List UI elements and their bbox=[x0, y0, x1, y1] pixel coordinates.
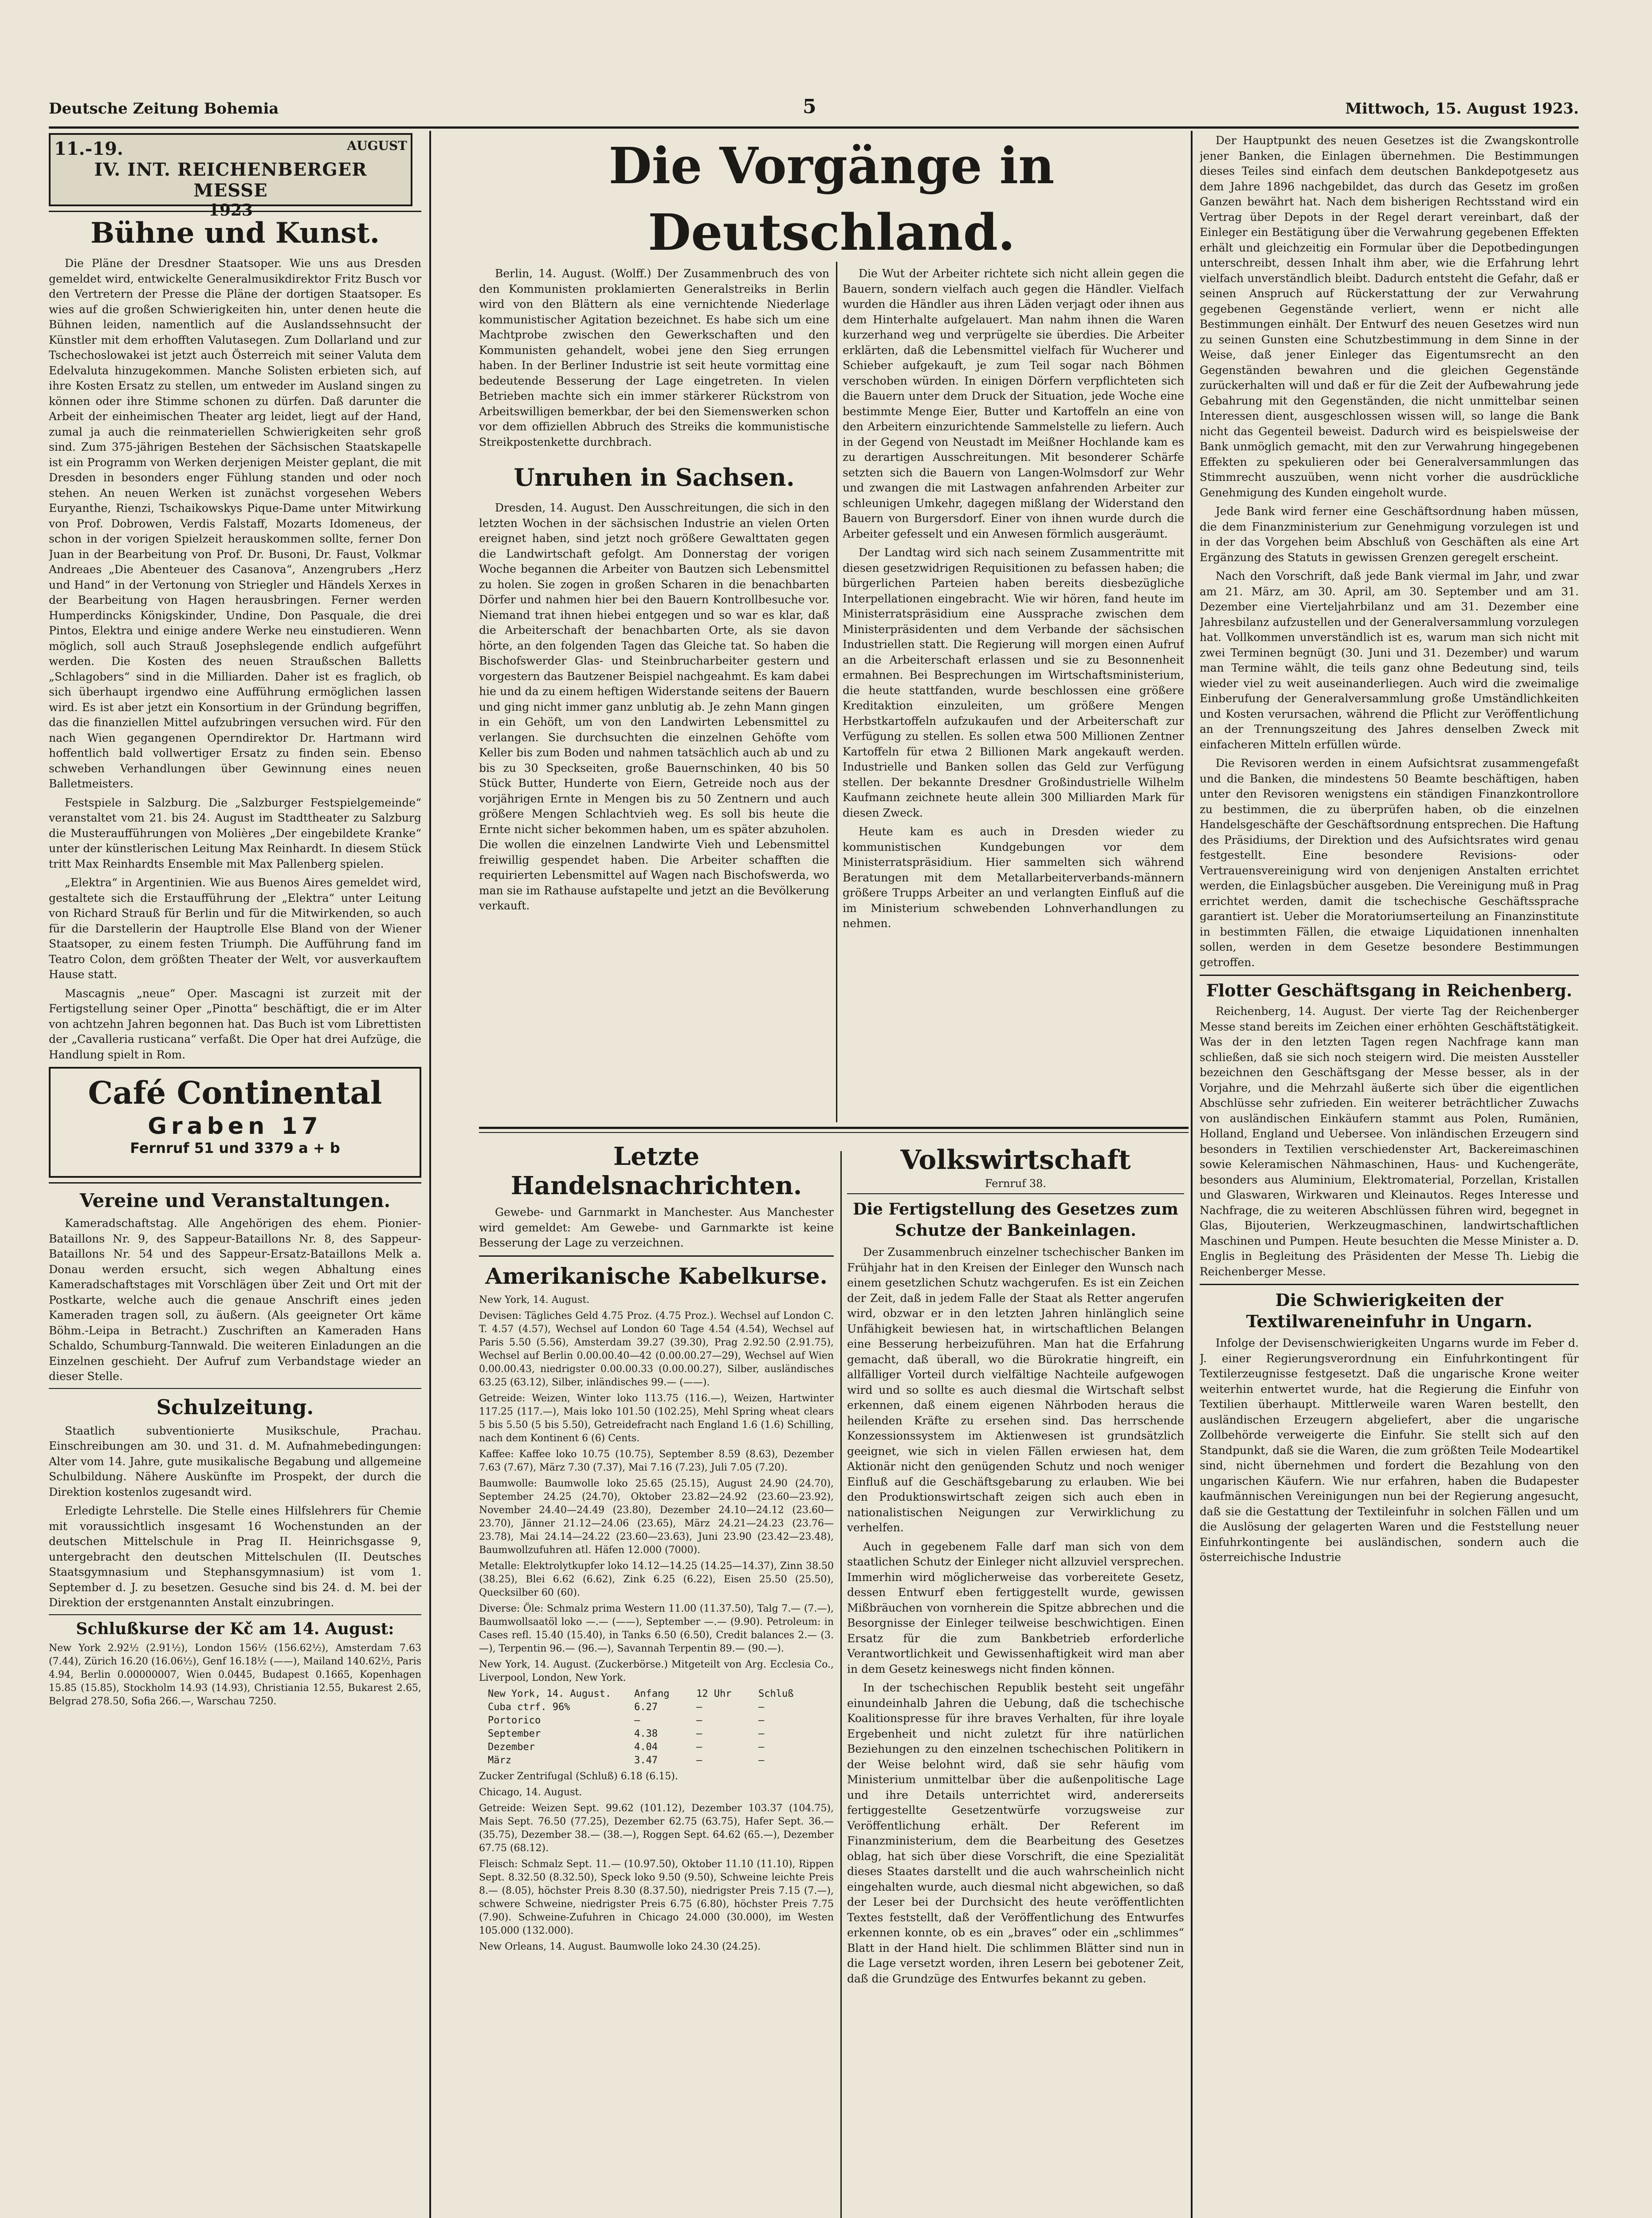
fair-dates: 11.-19. bbox=[54, 138, 123, 159]
table-cell: — bbox=[696, 1754, 702, 1766]
table-row bbox=[488, 1701, 834, 1714]
article-paragraph: Auch in gegebenem Falle darf man sich von dem staatlichen Schutz der Einleger nicht allzuviel versprechen. Immerhin wird möglicherweise das vorbereitete Gesetz, dessen Entwurf eben fertiggestellt wurde, gewissen Mißbräuchen von vornherein die Spitze abbrechen und die Besorgnisse der Einleger teilweise beschwichtigen. Einen Ersatz für die zum Bankbetrieb erforderliche Verantwortlichkeit und Gewissenhaftigkeit wird man aber in dem Gesetz keineswegs nicht finden können. bbox=[847, 1540, 1184, 1675]
header-rule bbox=[49, 126, 1579, 129]
table-cell: — bbox=[758, 1701, 765, 1713]
divider bbox=[49, 1614, 421, 1615]
divider bbox=[49, 1182, 421, 1184]
column-rule bbox=[1191, 131, 1193, 2218]
table-cell: 4.38 bbox=[634, 1728, 658, 1739]
economy-phone: Fernruf 38. bbox=[985, 1177, 1047, 1190]
article-paragraph: Der Hauptpunkt des neuen Gesetzes ist die Zwangskontrolle jener Banken, die Einlagen übernehmen. Die Bestimmungen dieses Teiles sind einfach dem deutschen Bankdepotgesetz aus dem Jahre 1896 nachgebildet, das durch das Gesetz im großen Ganzen bewährt hat. Nach dem bisherigen Rechtsstand wird ein Vertrag über Depots in der Regel derart vereinbart, daß der Einleger ein Bestätigung über die Verwahrung gegebenen Effekten erhält und gleichzeitig ein Formular über die Depotbedingungen unterschreibt, dessen Inhalt ihm aber, wie die Erfahrung lehrt vielfach unverständlich bleibt. Dadurch entsteht die Gefahr, daß er seinen Anspruch auf Rückerstattung der zur Verwahrung gegebenen Gegenstände verliert, wenn er nicht alle Bestimmungen einhält. Der Entwurf des neuen Gesetzes wird nun zu seinen Gunsten eine Schutzbestimmung in dem Sinne in der Weise, daß jener Einleger das Eigentumsrecht an den Gegenständen bewahren und die gleichen Gegenstände zurückerhalten will und daß er für die Zeit der Aufbewahrung jede Gebahrung mit den Gegenständen, die nicht unmittelbar seinen Interessen dient, ausgeschlossen wissen will, so lange die Bank nicht das Gegenteil beweist. Dadurch wird es beispielsweise der Bank unmöglich gemacht, mit den zur Verwahrung hingegebenen Effekten zu spekulieren oder bei Generalversammlungen das Stimmrecht auszuüben, wenn nicht vorher die ausdrückliche Genehmigung des Kunden eingeholt wurde. bbox=[1200, 134, 1579, 499]
exchange-rates-title: Schlußkurse der Kč am 14. August: bbox=[76, 1619, 394, 1638]
table-row bbox=[488, 1727, 834, 1741]
article-paragraph: Staatlich subventionierte Musikschule, Prachau. Einschreibungen am 30. und 31. d. M. Aufnahmebedingungen: Alter vom 14. Jahre, gute musikalische Begabung und allgemeine Schulbildung. Nähere Auskünfte im Prospekt, der durch die Direktion kostenlos zugesandt wird. bbox=[49, 1424, 421, 1498]
article-paragraph: Reichenberg, 14. August. Der vierte Tag der Reichenberger Messe stand bereits im Zeichen einer erhöhten Geschäftstätigkeit. Was der in den letzten Tagen regen Nachfrage kann man schließen, daß sie sich noch steigern wird. Die meisten Aussteller bezeichnen den Geschäftsgang der Messe besser, als in der Vorjahre, und die Mehrzahl äußerte sich über die eigentlichen Abschlüsse sehr zufrieden. Ein weiterer beträchtlicher Zuwachs von ausländischen Einkäufern stammt aus Polen, Rumänien, Holland, England und Uebersee. Von inländischen Erzeugern sind besonders in Textilien verschiedenster Art, Backereimaschinen sowie Keleramischen Nähmaschinen, Haus- und Kuchengeräte, besonders aus Aluminium, Elektromaterial, Porzellan, Kristallen und Glaswaren, Wirkwaren und Kleinautos. Reges Interesse und Nachfrage, die zu weiteren Abschlüssen führen wird, begegnet in Glas, Bijouterien, Werkzeugmaschinen, landwirtschaftlichen Maschinen und Pumpen. Heute besuchten die Messe Minister a. D. Englis in Begleitung des Präsidenten der Messe Th. Liebig die Reichenberger Messe. bbox=[1200, 1005, 1579, 1278]
subheadline-saxony: Unruhen in Sachsen. bbox=[514, 463, 795, 492]
exchange-rates-text: New York 2.92½ (2.91½), London 156½ (156.62½), Amsterdam 7.63 (7.44), Zürich 16.20 (16.06½), Genf 16.18½ (——), Mailand 140.62½, Paris 4.94, Berlin 0.00000007, Wien 0.0445, Budapest 0.1665, Kopenhagen 15.85 (15.85), Stockholm 14.93 (14.93), Christiania 12.55, Bukarest 2.65, Belgrad 278.50, Sofia 266.—, Warschau 7250. bbox=[49, 1642, 421, 1707]
divider bbox=[1200, 1284, 1579, 1285]
market-paragraph: Metalle: Elektrolytkupfer loko 14.12—14.25 (14.25—14.37), Zinn 38.50 (38.25), Blei 6.62 (6.62), Zink 6.25 (6.22), Eisen 25.50 (25.50), Quecksilber 60 (60). bbox=[479, 1560, 834, 1598]
table-cell: — bbox=[634, 1715, 640, 1726]
table-header-row bbox=[488, 1687, 834, 1701]
sugar-price-table bbox=[488, 1687, 834, 1767]
section-title-market: Letzte Handelsnachrichten. bbox=[510, 1142, 802, 1200]
table-cell: 3.47 bbox=[634, 1754, 658, 1766]
market-paragraph: New York, 14. August. (Zuckerbörse.) Mitgeteilt von Arg. Ecclesia Co., Liverpool, London, New York. bbox=[479, 1659, 834, 1683]
market-paragraph: New York, 14. August. bbox=[479, 1294, 590, 1306]
article-paragraph: Berlin, 14. August. (Wolff.) Der Zusammenbruch des von den Kommunisten proklamierten Generalstreiks in Berlin wird von den Blättern als eine vernichtende Niederlage kommunistischer Agitation bezeichnet. Es habe sich um eine Machtprobe zwischen den Gewerkschaften und den Kommunisten gehandelt, wobei jene den Sieg errungen haben. In der Berliner Industrie ist seit heute vormittag eine bedeutende Besserung der Lage eingetreten. In vielen Betrieben machte sich ein immer stärkerer Rückstrom von Arbeitswilligen bemerkbar, der bei den Siemenswerken schon vor dem offiziellen Abbruch des Streiks die kommunistische Streikpostenkette durchbrach. bbox=[479, 267, 829, 448]
table-cell: 6.27 bbox=[634, 1701, 658, 1713]
page-number: 5 bbox=[803, 95, 816, 118]
table-cell: — bbox=[758, 1728, 765, 1739]
article-paragraph: Die Wut der Arbeiter richtete sich nicht allein gegen die Bauern, sondern vielfach auch gegen die Händler. Vielfach wurden die Händler aus ihren Läden verjagt oder ihnen aus dem Hinterhalte aufgelauert. Man nahm ihnen die Waren kurzerhand weg und verprügelte sie überdies. Die Arbeiter erklärten, daß die Lebensmittel vielfach für Wucherer und Schieber aufgekauft, je zum Teil sogar nach Böhmen verschoben würden. In einigen Dörfern verpflichteten sich die Bauern unter dem Druck der Situation, jede Woche eine bestimmte Menge Eier, Butter und Kartoffeln an eine von den Arbeitern einzurichtende Sammelstelle zu liefern. Auch in der Gegend von Neustadt im Meißner Hochlande kam es zu derartigen Ausschreitungen. Mit besonderer Schärfe setzten sich die Bauern von Langen-Wolmsdorf zur Wehr und zwangen die mit Lastwagen anfahrenden Arbeiter zur schleunigen Umkehr, dagegen mißlang der Widerstand den Bauern von Burgersdorf. Einer von ihnen wurde durch die Arbeiter gefesselt und ein Anwesen förmlich ausgeräumt. bbox=[843, 267, 1184, 540]
divider bbox=[49, 1388, 421, 1389]
article-paragraph: Gewebe- und Garnmarkt in Manchester. Aus Manchester wird gemeldet: Am Gewebe- und Garnmarkte ist keine Besserung der Lage zu verzeichnen. bbox=[479, 1206, 834, 1249]
article-paragraph: Der Zusammenbruch einzelner tschechischer Banken im Frühjahr hat in den Kreisen der Einleger den Wunsch nach einem gesetzlichen Schutz wachgerufen. Es ist ein Zeichen der Zeit, daß in jedem Falle der Staat als Retter angerufen wird, obzwar er in den letzten Jahren hinlänglich seine Unfähigkeit bewiesen hat, in wirtschaftlichen Belangen eine Besserung herbeizuführen. Man hat die Erfahrung gemacht, daß überall, wo die Bürokratie hingreift, ein allfälliger Vorteil durch vielfältige Nachteile aufgewogen wird und so sollte es auch diesmal die Wirtschaft selbst erkennen, daß einem eigenen Nährboden heraus die heilenden Kräfte zu ersehen sind. Das herrschende Konzessionssystem im Aktienwesen ist grundsätzlich geeignet, wie sich in vielen Fällen erwiesen hat, dem Aktionär nicht den genügenden Schutz und noch weniger Einfluß auf die Geschäftsgebarung zu erlauben. Wie bei den Produktionswirtschaft zeigen sich auch eben in nationalistischen Neigungen zur Verwirklichung zu verhelfen. bbox=[847, 1246, 1184, 1534]
article-paragraph: Kameradschaftstag. Alle Angehörigen des ehem. Pionier-Bataillons Nr. 9, des Sappeur-Bataillons Nr. 8, des Sappeur-Bataillons Nr. 54 und des Sappeur-Ersatz-Bataillons Melk a. Donau werden ersucht, sich wegen Abhaltung eines Kameradschaftstages mit Vorschlägen über Zeit und Ort mit der Postkarte, welche auch die genaue Anschrift eines jeden Kameraden tragen soll, zu äußern. (Als geeigneter Ort käme Böhm.-Leipa in Betracht.) Zuschriften an Kameraden Hans Schaldo, Schumburg-Tannwald. Die weiteren Einladungen an die Einzelnen geschieht. Der Aufruf zum Verbandstage wieder an dieser Stelle. bbox=[49, 1217, 421, 1383]
table-cell: Portorico bbox=[488, 1715, 541, 1726]
issue-date: Mittwoch, 15. August 1923. bbox=[1345, 100, 1579, 118]
section-rule bbox=[479, 1132, 1189, 1133]
table-header-cell: Schluß bbox=[758, 1688, 794, 1699]
column-rule bbox=[836, 262, 837, 1122]
divider bbox=[847, 1193, 1184, 1194]
market-paragraph: Devisen: Tägliches Geld 4.75 Proz. (4.75 Proz.). Wechsel auf London C. T. 4.57 (4.57), Wechsel auf London 60 Tage 4.54 (4.54), Wechsel auf Paris 5.50 (5.56), Amsterdam 39.27 (39.30), Prag 2.92.50 (2.91.75), Wechsel auf Berlin 0.00.00.40—42 (0.00.00.27—29), Wechsel auf Wien 0.00.00.43, niedrigster 0.00.00.33 (0.00.00.27), Silber, ausländisches 63.25 (63.12), Silber, inländisches 99.— (——). bbox=[479, 1310, 834, 1388]
cafe-advertisement bbox=[49, 1067, 421, 1178]
table-cell: — bbox=[758, 1715, 765, 1726]
article-paragraph: Festspiele in Salzburg. Die „Salzburger Festspielgemeinde“ veranstaltet vom 21. bis 24. August im Stadttheater zu Salzburg die Musteraufführungen von Molières „Der eingebildete Kranke“ unter der künstlerischen Leitung Max Reinhardt. In diesem Stück tritt Max Reinhardts Ensemble mit Max Pallenberg spielen. bbox=[49, 796, 421, 870]
market-paragraph: Getreide: Weizen Sept. 99.62 (101.12), Dezember 103.37 (104.75), Mais Sept. 76.50 (77.25), Dezember 62.75 (63.75), Hafer Sept. 36.— (35.75), Dezember 38.— (38.—), Roggen Sept. 64.62 (65.—), Dezember 67.75 (68.12). bbox=[479, 1802, 834, 1854]
table-row bbox=[488, 1714, 834, 1727]
economy-subheadline: Die Fertigstellung des Gesetzes zum Schutze der Bankeinlagen. bbox=[853, 1200, 1178, 1240]
article-paragraph: Erledigte Lehrstelle. Die Stelle eines Hilfslehrers für Chemie mit voraussichtlich insgesamt 16 Wochenstunden an der deutschen Mittelschule in Prag II. Heinrichsgasse 9, untergebracht den deutschen Mittelschulen (II. Deutsches Staatsgymnasium und Stephansgymnasium) ist vom 1. September d. J. zu besetzen. Gesuche sind bis 24. d. M. bei der Direktion der erstgenannten Anstalt einzubringen. bbox=[49, 1504, 421, 1609]
column-economy-continued bbox=[1200, 133, 1579, 2218]
table-row bbox=[488, 1741, 834, 1754]
column-germany-left bbox=[479, 266, 829, 1122]
cafe-street: Graben 17 bbox=[148, 1113, 322, 1140]
market-paragraph: Fleisch: Schmalz Sept. 11.— (10.97.50), Oktober 11.10 (11.10), Rippen Sept. 8.32.50 (8.32.50), Speck loko 9.50 (9.50), Schweine leichte Preis 8.— (8.05), höchster Preis 8.30 (8.37.50), niedrigster Preis 7.15 (7.—), schwere Schweine, niedrigster Preis 6.75 (6.80), höchster Preis 7.75 (7.90). Schweine-Zufuhren in Chicago 24.000 (30.000), im Westen 105.000 (132.000). bbox=[479, 1858, 834, 1936]
fair-name: IV. INT. REICHENBERGER MESSE bbox=[94, 159, 367, 201]
article-paragraph: Der Landtag wird sich nach seinem Zusammentritte mit diesen gesetzwidrigen Requisitionen zu befassen haben; die bürgerlichen Parteien haben bereits diesbezügliche Interpellationen eingebracht. Wie wir hören, fand heute im Ministerratspräsidium eine Aussprache zwischen dem Ministerpräsidenten und dem Verbande der sächsischen Industriellen statt. Die Regierung will morgen einen Aufruf an die Arbeiterschaft erlassen und sie zu Besonnenheit ermahnen. Bei Besprechungen im Wirtschaftsministerium, die heute stattfanden, wurde beschlossen eine größere Kreditaktion einzuleiten, um größere Mengen Herbstkartoffeln aufzukaufen und der Arbeiterschaft zur Verfügung zu stellen. Es sollen etwa 500 Millionen Zentner Kartoffeln für etwa 2 Billionen Mark angekauft werden. Industrielle und Banken sollen das Geld zur Verfügung stellen. Der bekannte Dresdner Großindustrielle Wilhelm Kaufmann zeichnete heute allein 300 Milliarden Mark für diesen Zweck. bbox=[843, 546, 1184, 819]
table-header-cell: 12 Uhr bbox=[696, 1688, 732, 1699]
table-cell: — bbox=[758, 1741, 765, 1753]
section-title-cable-rates: Amerikanische Kabelkurse. bbox=[485, 1262, 828, 1289]
article-paragraph: Nach den Vorschrift, daß jede Bank viermal im Jahr, und zwar am 21. März, am 30. April, am 30. September und am 31. Dezember eine Vierteljahrbilanz und am 31. Dezember eine Jahresbilanz aufzustellen und der Generalversammlung vorzulegen hat. Vollkommen unverständlich ist es, warum man sich nicht mit zwei Terminen begnügt (30. Juni und 31. Dezember) und warum man Termine wählt, die teils ganz ohne Bedeutung sind, teils wieder viel zu weit auseinanderliegen. Auch wird die zweimalige Einberufung der Generalversammlung große Umständlichkeiten und Kosten verursachen, während die Pflicht zur Veröffentlichung an der Trennungszeitung des Jahres denselben Zweck mit einfacheren Mitteln erfüllen würde. bbox=[1200, 570, 1579, 751]
column-market-news bbox=[479, 1136, 834, 2218]
page-header bbox=[49, 95, 1579, 126]
divider bbox=[1200, 975, 1579, 976]
section-title-culture: Bühne und Kunst. bbox=[90, 216, 380, 250]
market-paragraph: Baumwolle: Baumwolle loko 25.65 (25.15), August 24.90 (24.70), September 24.25 (24.70), Oktober 23.82—24.92 (23.60—23.92), November 24.40—24.49 (23.80), Dezember 24.10—24.12 (23.60—23.70), Jänner 21.12—24.06 (23.65), März 24.21—24.23 (23.76—23.78), Mai 24.14—24.22 (23.60—23.63), Juni 23.90 (23.42—23.48), Baumwollzufuhren atl. Häfen 12.000 (7000). bbox=[479, 1478, 834, 1556]
subheadline-reichenberg: Flotter Geschäftsgang in Reichenberg. bbox=[1206, 980, 1573, 1000]
fair-month: AUGUST bbox=[347, 138, 407, 153]
main-headline-area bbox=[479, 133, 1184, 262]
table-cell: März bbox=[488, 1754, 511, 1766]
section-title-associations: Vereine und Veranstaltungen. bbox=[79, 1190, 391, 1211]
article-paragraph: Die Revisoren werden in einem Aufsichtsrat zusammengefaßt und die Banken, die mindestens 50 Beamte beschäftigen, haben unter den Revisoren wenigstens ein ständigen Finanzkontrollore zu bestimmen, die zu überprüfen haben, ob die einzelnen Handelsgeschäfte der Geschäftsordnung entsprechen. Die Haftung des Präsidiums, der Direktion und des Aufsichtsrates wird genau festgestellt. Eine besondere Revisions- oder Vertrauensvereinigung wird von denjenigen Anstalten errichtet werden, die Einlagsbücher ausgeben. Die Vereinigung muß in Prag errichtet werden, damit die tschechische Geschäftssprache garantiert ist. Ueber die Moratoriumserteilung an Finanzinstitute in bestimmten Fällen, die etwaige Liquidationen innenhalten sollen, werden in dem Gesetze besondere Bestimmungen getroffen. bbox=[1200, 757, 1579, 969]
column-rule bbox=[429, 131, 431, 2218]
table-cell: — bbox=[696, 1701, 702, 1713]
section-title-schools: Schulzeitung. bbox=[156, 1395, 314, 1419]
section-title-economy: Volkswirtschaft bbox=[900, 1144, 1131, 1176]
column-rule bbox=[840, 1151, 842, 2218]
column-economy bbox=[847, 1136, 1184, 2218]
table-cell: September bbox=[488, 1728, 541, 1739]
article-paragraph: Heute kam es auch in Dresden wieder zu kommunistischen Kundgebungen vor dem Ministerratspräsidium. Hier sammelten sich während Beratungen mit dem Metallarbeiterverbands-männern größere Trupps Arbeiter an und verlangten Einfluß auf die im Ministerium schwebenden Lohnverhandlungen zu nehmen. bbox=[843, 825, 1184, 930]
main-headline: Die Vorgänge in Deutschland. bbox=[608, 137, 1055, 262]
table-cell: 4.04 bbox=[634, 1741, 658, 1753]
market-paragraph: Kaffee: Kaffee loko 10.75 (10.75), September 8.59 (8.63), Dezember 7.63 (7.67), März 7.30 (7.37), Mai 7.16 (7.23), Juli 7.05 (7.20). bbox=[479, 1448, 834, 1473]
article-paragraph: Die Pläne der Dresdner Staatsoper. Wie uns aus Dresden gemeldet wird, entwickelte Generalmusikdirektor Fritz Busch vor den Vertretern der Presse die Pläne der dortigen Staatsoper. Es wies auf die großen Schwierigkeiten hin, unter denen heute die Bühnen leiden, namentlich auf die Auslandssehnsucht der Künstler mit dem erhofften Valutasegen. Zum Dollarland und zur Tschechoslowakei ist jetzt auch Österreich mit seiner Valuta dem Edelvaluta hinzugekommen. Manche Solisten erbieten sich, auf ihre Kosten Ersatz zu stellen, um entweder im Ausland singen zu können oder ihre Stimme schonen zu dürfen. Daß darunter die Arbeit der einheimischen Theater arg leidet, liegt auf der Hand, zumal ja auch die reinmateriellen Schwierigkeiten sehr groß sind. Zum 375-jährigen Bestehen der Sächsischen Staatskapelle ist ein Programm von Werken derjenigen Meister geplant, die mit Dresden in besonders enger Fühlung standen und oder noch stehen. An neuen Werken ist zunächst vorgesehen Webers Euryanthe, Rienzi, Tschaikowskys Pique-Dame unter Mitwirkung von Prof. Dobrowen, Verdis Falstaff, Mozarts Idomeneus, der schon in der vorigen Spielzeit herauskommen sollte, ferner Don Juan in der Bearbeitung von Prof. Dr. Busoni, Dr. Faust, Volkmar Andreaes „Die Abenteuer des Casanova“, Anzengrubers „Herz und Hand“ in der Vertonung von Striegler und Händels Xerxes in der Bearbeitung von Hagen herausbringen. Ferner werden Humperdincks Königskinder, Undine, Don Pasquale, die drei Pintos, Elektra und einige andere Werke neu einstudieren. Wenn möglich, soll auch Strauß Josephslegende endlich aufgeführt werden. Die Kosten des neuen Straußschen Balletts „Schlagobers“ sind in die Milliarden. Daher ist es fraglich, ob sich überhaupt irgendwo eine Aufführung ermöglichen lassen wird. Es ist aber jetzt ein Konsortium in der Gründung begriffen, das die finanziellen Mittel aufzubringen versuchen wird. Für den nach Wien gegangenen Operndirektor Dr. Hartmann wird hoffentlich bald vollwertiger Ersatz zu finden sein. Ebenso schweben Verhandlungen über Gewinnung eines neuen Balletmeisters. bbox=[49, 257, 421, 790]
market-paragraph: Zucker Zentrifugal (Schluß) 6.18 (6.15). bbox=[479, 1770, 678, 1782]
table-row bbox=[488, 1754, 834, 1767]
table-cell: — bbox=[696, 1741, 702, 1753]
section-rule bbox=[479, 1127, 1189, 1129]
cafe-name: Café Continental bbox=[88, 1074, 382, 1111]
column-germany-right bbox=[843, 266, 1184, 1122]
table-cell: Dezember bbox=[488, 1741, 535, 1753]
article-paragraph: „Elektra“ in Argentinien. Wie aus Buenos Aires gemeldet wird, gestaltete sich die Erstaufführung der „Elektra“ unter Leitung von Richard Strauß für Berlin und für die Mitwirkenden, so auch für die Darstellerin der Hauptrolle Else Bland von der Wiener Staatsoper, zu einem festen Triumph. Die Aufführung fand im Teatro Colon, dem größten Theater der Welt, vor ausverkauftem Hause statt. bbox=[49, 876, 421, 981]
fair-advertisement bbox=[49, 133, 412, 220]
table-cell: Cuba ctrf. 96% bbox=[488, 1701, 570, 1713]
market-paragraph: Diverse: Öle: Schmalz prima Western 11.00 (11.37.50), Talg 7.— (7.—), Baumwollsaatöl loko —.— (——), September —.— (9.90). Petroleum: in Cases refl. 15.40 (15.40), in Tanks 6.50 (6.50), Credit balances 2.— (3.—), Terpentin 96.— (96.—), Savannah Terpentin 89.— (90.—). bbox=[479, 1603, 834, 1654]
cafe-phone: Fernruf 51 und 3379 a + b bbox=[130, 1140, 340, 1156]
article-paragraph: Jede Bank wird ferner eine Geschäftsordnung haben müssen, die dem Finanzministerium zur Genehmigung vorzulegen ist und in der das Vorgehen beim Abschluß von Geschäften als eine Art Ergänzung des Statuts in gewissen Grenzen geregelt erscheint. bbox=[1200, 505, 1579, 564]
subheadline-hungary-textiles: Die Schwierigkeiten der Textilwareneinfuhr in Ungarn. bbox=[1246, 1290, 1533, 1331]
table-cell: — bbox=[696, 1728, 702, 1739]
table-cell: — bbox=[758, 1754, 765, 1766]
article-paragraph: In der tschechischen Republik besteht seit ungefähr einundeinhalb Jahren die Uebung, daß die tschechische Koalitionspresse für ihre braves Verhalten, für ihre loyale Ergebenheit und nicht zuletzt für ihre natürlichen Beziehungen zu den einzelnen tschechischen Politikern in der Weise belohnt wird, daß sie sehr häufig vom Ministerium unmittelbar über die außenpolitische Lage und ihre Details unterrichtet wird, andererseits fertiggestellte Gesetzentwürfe vorzugsweise zur Veröffentlichung erhält. Der Referent im Finanzministerium, dem die Bearbeitung des Gesetzes oblag, hat sich über diese Vorschrift, die eine Spezialität dieses Staates darstellt und die auch wahrscheinlich nicht eingehalten wurde, auch diesmal nicht abgewichen, so daß der Leser bei der Durchsicht des heute veröffentlichten Textes feststellt, daß der Veröffentlichung des Entwurfes erkennen konnte, ob es ein „braves“ oder ein „schlimmes“ Blatt in der Hand hielt. Die schlimmen Blätter sind nun in die Lage versetzt worden, ihren Lesern bei gebotener Zeit, daß die Grundzüge des Entwurfes bekannt zu geben. bbox=[847, 1681, 1184, 1985]
article-paragraph: Mascagnis „neue“ Oper. Mascagni ist zurzeit mit der Fertigstellung seiner Oper „Pinotta“ beschäftigt, die er im Alter von achtzehn Jahren begonnen hat. Das Buch ist vom Librettisten der „Cavalleria rusticana“ verfaßt. Die Oper hat drei Aufzüge, die Handlung spielt in Rom. bbox=[49, 987, 421, 1061]
fair-year: 1923 bbox=[208, 201, 253, 220]
divider bbox=[479, 1255, 834, 1257]
table-header-cell: Anfang bbox=[634, 1688, 670, 1699]
table-header-cell: New York, 14. August. bbox=[488, 1688, 612, 1699]
article-paragraph: Dresden, 14. August. Den Ausschreitungen, die sich in den letzten Wochen in der sächsischen Industrie an vielen Orten ereignet haben, sind jetzt noch größere Gewalttaten gegen die Landwirtschaft gefolgt. Am Donnerstag der vorigen Woche begannen die Arbeiter von Bautzen sich Lebensmittel zu holen. Sie zogen in großen Scharen in die benachbarten Dörfer und nahmen hier bei den Bauern Kontrollbesuche vor. Niemand trat ihnen hiebei entgegen und so war es klar, daß die Arbeiterschaft der benachbarten Orte, als sie davon hörte, an den folgenden Tagen das Gleiche tat. So haben die Bischofswerder Glas- und Steinbrucharbeiter gestern und vorgestern das Bautzener Beispiel nachgeahmt. Es kam dabei hie und da zu einem heftigen Widerstande seitens der Bauern und ging nicht immer ganz unblutig ab. Je zehn Mann gingen in ein Gehöft, um von den Landwirten Lebensmittel zu verlangen. Sie durchsuchten die einzelnen Gehöfte vom Keller bis zum Boden und nahmen tatsächlich auch ab und zu bis zu 30 Speckseiten, große Bauernschinken, 40 bis 50 Stück Butter, Hunderte von Eiern, Getreide noch aus der vorjährigen Ernte in Mengen bis zu 50 Zentnern und auch größere Mengen Schlachtvieh weg. Es soll bis heute die Ernte nicht sicher bekommen haben, um es später abzuholen. Die wollen die einzelnen Landwirte Vieh und Lebensmittel freiwillig gespendet haben. Die Arbeiter schafften die requirierten Lebensmittel auf Wagen nach Bischofswerda, wo man sie im Rathause aufstapelte und jetzt an die Bevölkerung verkauft. bbox=[479, 501, 829, 912]
masthead-left: Deutsche Zeitung Bohemia bbox=[49, 100, 279, 118]
column-culture bbox=[49, 133, 421, 2218]
market-paragraph: Getreide: Weizen, Winter loko 113.75 (116.—), Weizen, Hartwinter 117.25 (117.—), Mais loko 101.50 (102.25), Mehl Spring wheat clears 5 bis 5.50 (5 bis 5.50), Getreidefracht nach England 1.6 (1.6) Schilling, nach dem Kontinent 6 (6) Cents. bbox=[479, 1392, 834, 1444]
market-paragraph: Chicago, 14. August. bbox=[479, 1786, 582, 1798]
table-cell: — bbox=[696, 1715, 702, 1726]
article-paragraph: Infolge der Devisenschwierigkeiten Ungarns wurde im Feber d. J. einer Regierungsverordnung ein Einfuhrkontingent für Textilerzeugnisse festgesetzt. Daß die ungarische Krone weiter weiterhin entwertet wurde, hat die Regierung die Einfuhr von Textilien überhaupt. Mittlerweile waren Waren bestellt, den ausländischen Erzeugern abgeliefert, aber die ungarische Zollbehörde verweigerte die Einfuhr. Sie stellt sich auf den Standpunkt, daß sie die Waren, die zum größten Teile Modeartikel sind, nicht übernehmen und fordert die Bezahlung von den ungarischen Käufern. Wie nur erfahren, haben die Budapester kaufmännischen Vereinigungen nun bei der Regierung angesucht, daß sie die Gestattung der Textileinfuhr in solchen Fällen und um die Auslösung der gelagerten Waren und die Feststellung neuer Einfuhrkontingente bei ausländischen, sondern auch die österreichische Industrie bbox=[1200, 1337, 1579, 1564]
market-paragraph: New Orleans, 14. August. Baumwolle loko 24.30 (24.25). bbox=[479, 1941, 761, 1952]
